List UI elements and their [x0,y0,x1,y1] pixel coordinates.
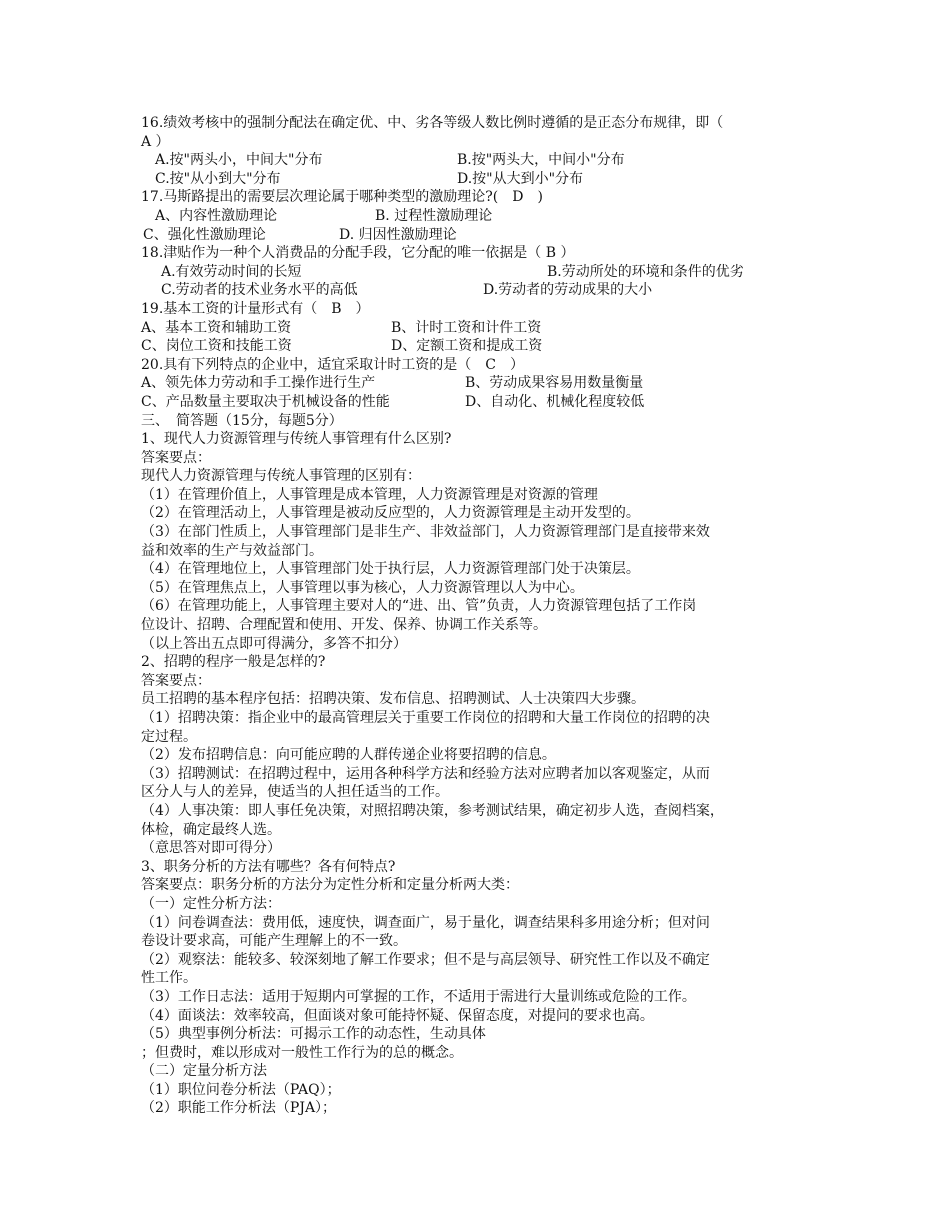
answer-line: 员工招聘的基本程序包括：招聘决策、发布信息、招聘测试、人士决策四大步骤。 [141,691,645,708]
answer-line: （1）职位问卷分析法（PAQ）； [141,1081,341,1098]
answer-line: （以上答出五点即可得满分，多答不扣分） [141,635,407,652]
option-d: D.劳动者的劳动成果的大小 [483,282,653,299]
option-c: C、产品数量主要取决于机械设备的性能 [141,393,390,410]
answer-line: （5）在管理焦点上，人事管理以事为核心，人力资源管理以人为中心。 [141,579,584,596]
question-17-options-row-2 [141,226,831,245]
answer-line: （2）观察法：能较多、较深刻地了解工作要求；但不是与高层领导、研究性工作以及不确定 [141,951,710,968]
option-b: B、劳动成果容易用数量衡量 [465,375,644,392]
question-16-options-row-1 [141,151,831,170]
option-b: B.劳动所处的环境和条件的优劣 [547,263,744,280]
answer-line: 性工作。 [141,970,197,987]
answer-line: （3）在部门性质上，人事管理部门是非生产、非效益部门，人力资源管理部门是直接带来效 [141,524,710,541]
answer-line: 卷设计要求高，可能产生理解上的不一致。 [141,933,407,950]
question-20-options-row-1 [141,374,831,393]
question-17-options-row-1 [141,207,831,226]
option-a: A.按"两头小，中间大"分布 [155,152,323,169]
answer-line: （2）在管理活动上，人事管理是被动反应型的，人力资源管理是主动开发型的。 [141,505,640,522]
document-body [141,114,831,1118]
answer-line: （6）在管理功能上，人事管理主要对人的“进、出、管”负责，人力资源管理包括了工作岗 [141,598,697,615]
answer-line: （二）定量分析方法 [141,1063,267,1080]
option-a: A、基本工资和辅助工资 [141,319,292,336]
answer-line: 益和效率的生产与效益部门。 [141,542,323,559]
answer-label: 答案要点：职务分析的方法分为定性分析和定量分析两大类： [141,877,519,894]
answer-line: （4）在管理地位上，人事管理部门处于执行层，人力资源管理部门处于决策层。 [141,561,640,578]
answer-line: 定过程。 [141,728,197,745]
answer-line: （1）招聘决策：指企业中的最高管理层关于重要工作岗位的招聘和大量工作岗位的招聘的决 [141,710,710,726]
option-a: A、内容性激励理论 [155,207,278,224]
option-d: D、定额工资和提成工资 [391,338,543,355]
question-16-options-row-2 [141,170,831,189]
section-heading: 三、 简答题（15分，每题5分） [141,412,343,429]
option-a: A.有效劳动时间的长短 [161,263,302,280]
answer-label: 答案要点： [141,449,211,466]
option-c: C、强化性激励理论 [143,226,266,243]
answer-line: （3）工作日志法：适用于短期内可掌握的工作，不适用于需进行大量训练或危险的工作。 [141,988,696,1005]
question-19-options-row-2 [141,337,831,356]
answer-line: （5）典型事例分析法：可揭示工作的动态性，生动具体 [141,1026,486,1043]
answer-line: 位设计、招聘、合理配置和使用、开发、保养、协调工作关系等。 [141,617,547,634]
question-18-options-row-1 [141,263,831,282]
question-19-stem: 19.基本工资的计量形式有（ B ） [141,300,370,317]
answer-line: （一）定性分析方法： [141,895,281,912]
option-b: B、计时工资和计件工资 [391,319,542,336]
short-answer-3-title: 3、职务分析的方法有哪些？各有何特点? [141,858,396,875]
short-answer-2-body [141,690,831,857]
short-answer-1-body [141,467,831,653]
short-answer-2-title: 2、招聘的程序一般是怎样的? [141,654,326,671]
question-18-stem: 18.津贴作为一种个人消费品的分配手段，它分配的唯一依据是（ B ） [141,245,575,262]
question-16-stem: 16.绩效考核中的强制分配法在确定优、中、劣各等级人数比例时遵循的是正态分布规律，即（ [141,115,724,131]
answer-line: （4）人事决策：即人事任免决策，对照招聘决策，参考测试结果，确定初步人选，查阅档案， [141,802,724,819]
answer-line: （1）问卷调查法：费用低，速度快，调查面广，易于量化，调查结果科多用途分析；但对问 [141,914,710,931]
question-16-stem-cont: A ） [141,133,170,150]
option-d: D.按"从大到小"分布 [457,170,584,187]
question-19-options-row-1 [141,319,831,338]
option-c: C.劳动者的技术业务水平的高低 [161,282,358,299]
answer-label: 答案要点： [141,672,211,689]
option-b: B.按"两头大，中间小"分布 [457,152,625,169]
question-20-stem: 20.具有下列特点的企业中，适宜采取计时工资的是（ C ） [141,356,524,373]
answer-line: 现代人力资源管理与传统人事管理的区别有： [141,468,421,485]
answer-line: ；但费时，难以形成对一般性工作行为的总的概念。 [141,1044,463,1061]
answer-line: 区分人与人的差异，使适当的人担任适当的工作。 [141,784,449,801]
option-b: B. 过程性激励理论 [375,207,493,224]
answer-line: （意思答对即可得分） [141,840,281,857]
answer-line: （2）职能工作分析法（PJA）； [141,1100,337,1117]
answer-line: （4）面谈法：效率较高，但面谈对象可能持怀疑、保留态度，对提问的要求也高。 [141,1007,654,1024]
answer-line: （3）招聘测试：在招聘过程中，运用各种科学方法和经验方法对应聘者加以客观鉴定，从而 [141,765,710,782]
question-18-options-row-2 [141,281,831,300]
option-d: D. 归因性激励理论 [339,226,457,243]
option-d: D、自动化、机械化程度较低 [465,393,645,410]
question-20-options-row-2 [141,393,831,412]
option-c: C.按"从小到大"分布 [155,170,281,187]
answer-line: 体检，确定最终人选。 [141,821,281,838]
question-17-stem: 17.马斯路提出的需要层次理论属于哪种类型的激励理论?( D ) [141,189,543,206]
short-answer-3-body [141,895,831,1118]
short-answer-1-title: 1、现代人力资源管理与传统人事管理有什么区别? [141,431,452,448]
option-c: C、岗位工资和技能工资 [141,338,292,355]
answer-line: （1）在管理价值上，人事管理是成本管理，人力资源管理是对资源的管理 [141,486,598,503]
option-a: A、领先体力劳动和手工操作进行生产 [141,375,376,392]
answer-line: （2）发布招聘信息：向可能应聘的人群传递企业将要招聘的信息。 [141,747,556,764]
